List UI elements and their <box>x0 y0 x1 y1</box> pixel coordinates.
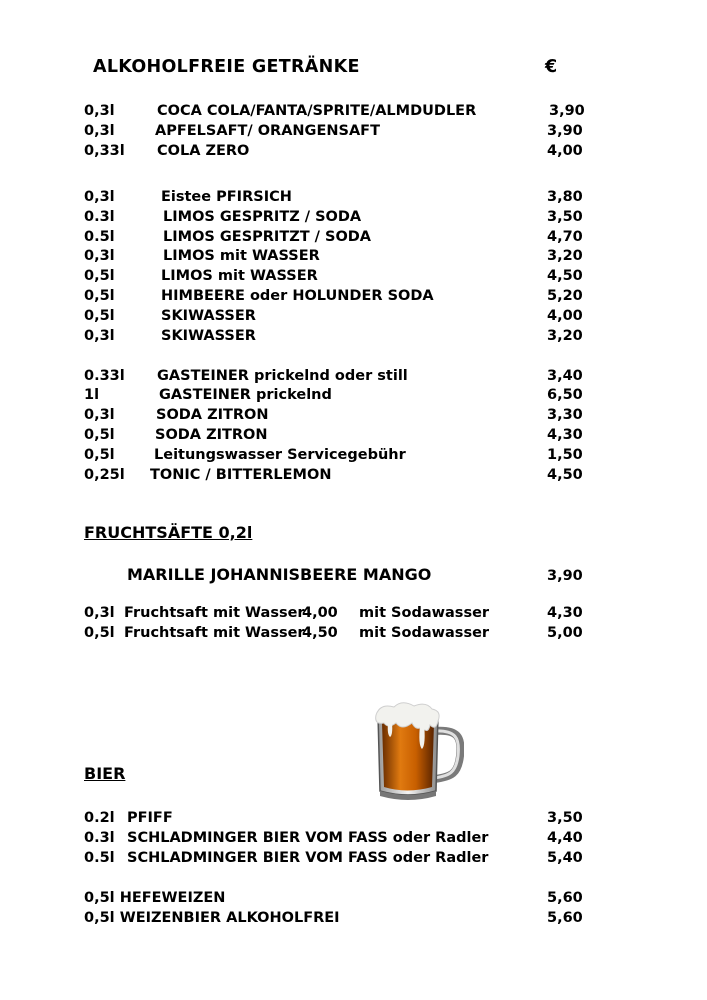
menu-item-price: 3,20 <box>547 248 583 264</box>
menu-item-price: 3,40 <box>547 368 583 384</box>
menu-item-alt-price: 4,30 <box>547 605 583 621</box>
menu-item-size: 0,3l <box>84 248 115 264</box>
menu-item-name: SKIWASSER <box>161 308 256 324</box>
menu-item-name: LIMOS mit WASSER <box>163 248 320 264</box>
menu-item-size: 0,25l <box>84 467 125 483</box>
menu-item-name: SKIWASSER <box>161 328 256 344</box>
menu-item-name: PFIFF <box>127 810 173 826</box>
menu-item-name: APFELSAFT/ ORANGENSAFT <box>155 123 380 139</box>
menu-item-name: Fruchtsaft mit Wasser <box>124 625 305 641</box>
currency-label: € <box>545 57 558 77</box>
menu-item-price: 3,90 <box>547 568 583 584</box>
menu-item-name: COLA ZERO <box>157 143 250 159</box>
menu-item-size: 0.3l <box>84 830 115 846</box>
menu-item-price: 4,30 <box>547 427 583 443</box>
menu-item-price: 3,30 <box>547 407 583 423</box>
menu-item-name: TONIC / BITTERLEMON <box>150 467 332 483</box>
menu-item-price: 4,70 <box>547 229 583 245</box>
menu-item-name: Fruchtsaft mit Wasser <box>124 605 305 621</box>
section-heading-beer: BIER <box>84 764 126 783</box>
juice-flavors: MARILLE JOHANNISBEERE MANGO <box>127 565 432 584</box>
menu-item-name: LIMOS mit WASSER <box>161 268 318 284</box>
menu-item-price: 3,50 <box>547 810 583 826</box>
menu-item-name: SCHLADMINGER BIER VOM FASS oder Radler <box>127 830 489 846</box>
menu-item-price: 5,20 <box>547 288 583 304</box>
menu-item-alt: mit Sodawasser <box>359 605 490 621</box>
menu-item-alt: mit Sodawasser <box>359 625 490 641</box>
menu-item-price: 4,50 <box>302 625 338 641</box>
menu-item-size: 0,3l <box>84 328 115 344</box>
menu-item-price: 3,20 <box>547 328 583 344</box>
menu-item-price: 3,50 <box>547 209 583 225</box>
menu-item-size: 0,5l <box>84 308 115 324</box>
menu-item-size: 0,5l <box>84 447 115 463</box>
menu-item-size: 0.5l <box>84 229 115 245</box>
menu-item-name: COCA COLA/FANTA/SPRITE/ALMDUDLER <box>157 103 477 119</box>
menu-item-size: 0,33l <box>84 143 125 159</box>
menu-item-price: 5,60 <box>547 910 583 926</box>
menu-item-size: 0.3l <box>84 209 115 225</box>
menu-item-size: 0.33l <box>84 368 125 384</box>
menu-item-size: 0.2l <box>84 810 115 826</box>
menu-item-price: 5,40 <box>547 850 583 866</box>
menu-item-size: 1l <box>84 387 100 403</box>
menu-item-size: 0,5l <box>84 288 115 304</box>
menu-item-alt-price: 5,00 <box>547 625 583 641</box>
menu-item-name: SCHLADMINGER BIER VOM FASS oder Radler <box>127 850 489 866</box>
menu-item-name: GASTEINER prickelnd <box>159 387 332 403</box>
menu-item-size: 0,5l <box>84 268 115 284</box>
menu-item-price: 1,50 <box>547 447 583 463</box>
menu-item-name: SODA ZITRON <box>155 427 268 443</box>
menu-item-name: 0,5l WEIZENBIER ALKOHOLFREI <box>84 910 340 926</box>
menu-item-price: 3,90 <box>549 103 585 119</box>
menu-item-size: 0,3l <box>84 407 115 423</box>
menu-item-price: 4,00 <box>547 143 583 159</box>
menu-item-name: Eistee PFIRSICH <box>161 189 292 205</box>
menu-item-size: 0.5l <box>84 850 115 866</box>
menu-item-size: 0,3l <box>84 123 115 139</box>
menu-item-price: 4,50 <box>547 467 583 483</box>
menu-item-name: HIMBEERE oder HOLUNDER SODA <box>161 288 434 304</box>
menu-item-name: LIMOS GESPRITZT / SODA <box>163 229 372 245</box>
menu-item-price: 4,50 <box>547 268 583 284</box>
menu-item-price: 6,50 <box>547 387 583 403</box>
menu-item-size: 0,5l <box>84 625 115 641</box>
menu-item-name: GASTEINER prickelnd oder still <box>157 368 408 384</box>
section-heading-juices: FRUCHTSÄFTE 0,2l <box>84 523 253 542</box>
menu-item-name: 0,5l HEFEWEIZEN <box>84 890 226 906</box>
menu-item-price: 4,40 <box>547 830 583 846</box>
menu-item-name: SODA ZITRON <box>156 407 269 423</box>
menu-item-name: Leitungswasser Servicegebühr <box>154 447 406 463</box>
menu-item-price: 3,80 <box>547 189 583 205</box>
page-title: ALKOHOLFREIE GETRÄNKE <box>93 57 360 77</box>
menu-item-price: 3,90 <box>547 123 583 139</box>
beer-mug-icon <box>372 701 464 801</box>
menu-item-size: 0,5l <box>84 427 115 443</box>
menu-item-price: 5,60 <box>547 890 583 906</box>
menu-item-name: LIMOS GESPRITZ / SODA <box>163 209 362 225</box>
menu-item-price: 4,00 <box>547 308 583 324</box>
menu-item-size: 0,3l <box>84 189 115 205</box>
menu-item-size: 0,3l <box>84 605 115 621</box>
menu-item-size: 0,3l <box>84 103 115 119</box>
menu-item-price: 4,00 <box>302 605 338 621</box>
